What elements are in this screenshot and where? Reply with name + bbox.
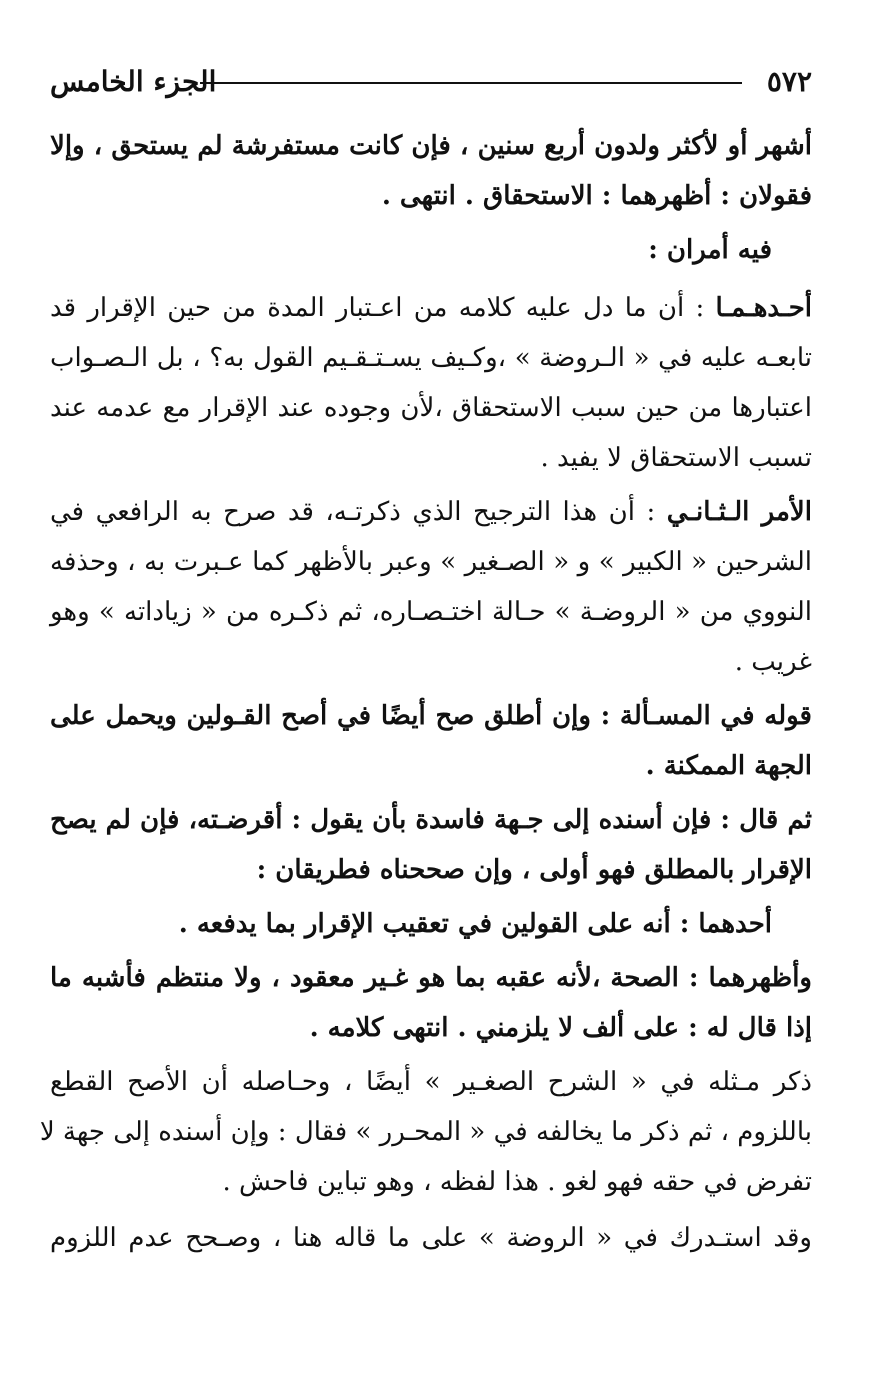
text-line: ثم قال : فإن أسنده إلى جـهة فاسدة بأن يقول : أقرضـته، فإن لم يصح — [50, 805, 812, 835]
text-line: الشرحين « الكبير » و « الصـغير » وعبر بالأظهر كما عـبرت به ، وحذفه — [50, 547, 812, 577]
running-title: الجزء الخامس — [50, 65, 217, 98]
text-line: غريب . — [734, 647, 812, 677]
text-line: تفرض في حقه فهو لغو . هذا لفظه ، وهو تباين فاحش . — [222, 1167, 812, 1197]
text-line: أشهر أو لأكثر ولدون أربع سنين ، فإن كانت مستفرشة لم يستحق ، وإلا — [50, 131, 812, 161]
text-line: وأظهرهما : الصحة ،لأنه عقبه بما هو غـير معقود ، ولا منتظم فأشبه ما — [50, 963, 812, 993]
text-line: الإقرار بالمطلق فهو أولى ، وإن صححناه فطريقان : — [256, 855, 812, 885]
header-rule — [200, 82, 742, 84]
text-line: أحـدهـمـا : أن ما دل عليه كلامه من اعـتبار المدة من حين الإقرار قد — [50, 293, 812, 323]
lead-word: أحـدهـمـا — [715, 293, 812, 323]
text-line: الجهة الممكنة . — [645, 751, 812, 781]
text-line: الأمر الـثـانـي : أن هذا الترجيح الذي ذكرتـه، قد صرح به الرافعي في — [50, 497, 812, 527]
text-line: النووي من « الروضـة » حـالة اختـصـاره، ثم ذكـره من « زياداته » وهو — [50, 597, 812, 627]
section-heading: فيه أمران : — [648, 235, 772, 265]
text-line: إذا قال له : على ألف لا يلزمني . انتهى كلامه . — [309, 1013, 812, 1043]
page-header — [50, 62, 812, 102]
text-line: تسبب الاستحقاق لا يفيد . — [540, 443, 812, 473]
lead-word: الأمر الـثـانـي — [666, 497, 812, 527]
page-number: ٥٧٢ — [766, 65, 812, 98]
text-line: اعتبارها من حين سبب الاستحقاق ،لأن وجوده عند الإقرار مع عدمه عند — [50, 393, 812, 423]
text-line: تابعـه عليه في « الـروضة » ،وكـيف يسـتـقـيم القول به؟ ، بل الـصـواب — [50, 343, 812, 373]
text-line: وقد استـدرك في « الروضة » على ما قاله هنا ، وصـحح عدم اللزوم — [50, 1223, 812, 1253]
text-line: باللزوم ، ثم ذكر ما يخالفه في « المحـرر » فقال : وإن أسنده إلى جهة لا — [39, 1117, 812, 1147]
text-line: ذكر مـثله في « الشرح الصغـير » أيضًا ، وحـاصله أن الأصح القطع — [50, 1067, 812, 1097]
text-line: أحدهما : أنه على القولين في تعقيب الإقرار بما يدفعه . — [178, 909, 772, 939]
text-line: قوله في المسـألة : وإن أطلق صح أيضًا في أصح القـولين ويحمل على — [50, 701, 812, 731]
text-line: فقولان : أظهرهما : الاستحقاق . انتهى . — [381, 181, 812, 211]
